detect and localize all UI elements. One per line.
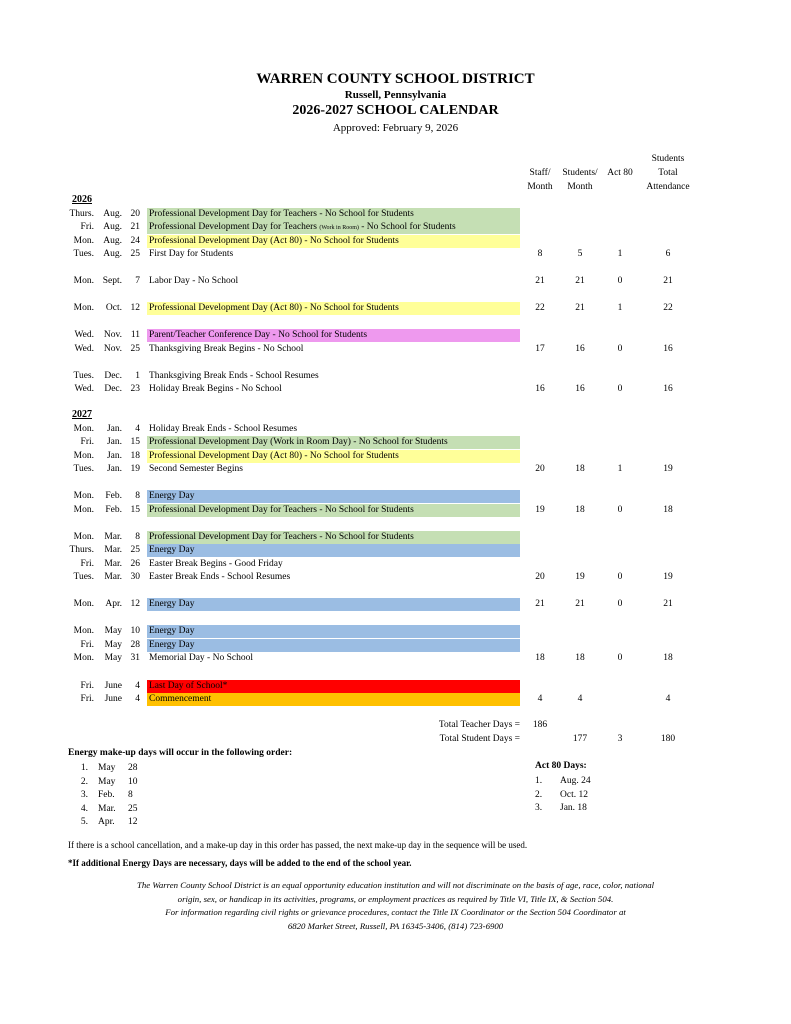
event-text: Professional Development Day for Teachers (149, 222, 317, 232)
staff-month-header: Staff/ Month (527, 168, 553, 192)
event-row (0, 423, 791, 436)
event-month: Jan. (106, 464, 122, 474)
event-weekday: Wed. (74, 330, 94, 340)
event-row (0, 531, 791, 544)
event-weekday: Tues. (73, 249, 94, 259)
event-day: 8 (135, 491, 140, 501)
approval-date: Approved: February 9, 2026 (332, 122, 459, 134)
student-days-value: 4 (577, 694, 583, 704)
event-weekday: Mon. (73, 303, 94, 313)
event-description (147, 531, 520, 544)
event-month: Oct. (105, 303, 122, 313)
event-month: Nov. (103, 330, 122, 340)
event-description (147, 680, 520, 693)
event-text: First Day for Students (149, 249, 234, 259)
event-row (0, 370, 791, 383)
staff-days-value: 19 (535, 505, 545, 515)
cancellation-note: If there is a school cancellation, and a make-up day in this order has passed, the next make-up day in the sequence will be used. (68, 840, 528, 850)
student-days-value: 16 (575, 384, 585, 394)
event-text: Professional Development Day (Act 80) - No School for Students (149, 303, 399, 313)
event-month: May (104, 640, 122, 650)
event-row (0, 208, 791, 221)
energy-day: 8 (128, 790, 133, 800)
footer-line-4: 6820 Market Street, Russell, PA 16345-3406, (814) 723-6900 (287, 920, 504, 931)
event-text: Energy Day (149, 626, 195, 636)
student-days-value: 5 (577, 249, 583, 259)
event-weekday: Fri. (80, 559, 94, 569)
act80-value: 1 (617, 464, 623, 474)
event-day: 12 (130, 303, 140, 313)
staff-days-value: 21 (535, 599, 545, 609)
event-description (147, 436, 520, 449)
energy-month: May (98, 763, 116, 773)
event-description (147, 329, 520, 342)
event-month: Mar. (104, 572, 122, 582)
act80-value: 0 (617, 276, 623, 286)
event-description (147, 275, 520, 288)
event-text: Last Day of School* (149, 681, 228, 691)
event-month: Jan. (106, 451, 122, 461)
event-day: 24 (130, 236, 140, 246)
act80-value: 0 (617, 653, 623, 663)
event-day: 25 (130, 545, 140, 555)
event-text: Professional Development Day (Work in Room Day) - No School for Students (149, 437, 448, 447)
footer-line-2: origin, sex, or handicap in its activities, programs, or employment practices as required by Title VI, Title IX, & Section 504. (177, 893, 614, 904)
total-student-days-label: Total Student Days = (439, 734, 520, 744)
energy-month: Feb. (98, 790, 115, 800)
event-row (0, 571, 791, 584)
event-text: Professional Development Day for Teachers - No School for Students (149, 505, 414, 515)
event-description (147, 490, 520, 503)
student-days-value: 21 (575, 303, 585, 313)
event-day: 4 (135, 681, 140, 691)
total-teacher-days-label: Total Teacher Days = (438, 720, 520, 730)
student-days-value: 21 (575, 599, 585, 609)
event-description (147, 544, 520, 557)
total-attendance-cell: 19 (663, 572, 673, 582)
event-month: Jan. (106, 437, 122, 447)
act80-value: 1 (617, 249, 623, 259)
footer-line-3: For information regarding civil rights or grievance procedures, contact the Title IX Coordinator or the Section 504 Coordinator at (165, 907, 626, 917)
total-attendance-cell: 21 (663, 599, 673, 609)
staff-days-value: 17 (535, 344, 545, 354)
footer-line-1: The Warren County School District is an equal opportunity education institution and will not discriminate on the basis of age, race, color, national (136, 880, 655, 890)
event-description (147, 383, 520, 396)
act80-value: 0 (617, 599, 623, 609)
energy-day: 10 (128, 776, 138, 787)
event-text: Professional Development Day for Teachers - No School for Students (149, 209, 414, 219)
event-weekday: Mon. (73, 491, 94, 501)
event-weekday: Tues. (73, 464, 94, 474)
event-row (0, 450, 791, 463)
act80-value: 0 (617, 505, 623, 515)
event-description (147, 558, 520, 571)
energy-month: Apr. (98, 817, 115, 827)
event-day: 4 (135, 694, 140, 704)
event-text: Professional Development Day (Act 80) - No School for Students (149, 451, 399, 461)
total-attendance-cell: 6 (665, 249, 671, 259)
event-row (0, 639, 791, 652)
act80-item-number: 3. (535, 803, 543, 813)
event-text: Holiday Break Begins - No School (149, 384, 282, 394)
event-text: Professional Development Day (Act 80) - No School for Students (149, 236, 399, 246)
event-description (147, 423, 520, 436)
event-description (147, 248, 520, 261)
year-2026-label: 2026 (72, 194, 92, 205)
energy-makeup-heading: Energy make-up days will occur in the following order: (68, 748, 293, 758)
student-days-value: 21 (575, 276, 585, 286)
event-description (147, 652, 520, 665)
event-text: Commencement (149, 694, 212, 704)
total-act80-value: 3 (617, 734, 623, 744)
event-row (0, 680, 791, 693)
event-weekday: Fri. (80, 437, 94, 447)
event-day: 19 (130, 464, 140, 474)
event-month: Aug. (103, 222, 122, 232)
event-description (147, 693, 520, 706)
event-text: Parent/Teacher Conference Day - No School for Students (149, 330, 368, 340)
event-day: 15 (130, 437, 140, 447)
event-row (0, 275, 791, 288)
event-description (147, 370, 520, 383)
total-attendance-cell: 18 (663, 505, 673, 515)
event-day: 8 (135, 532, 140, 542)
event-row (0, 463, 791, 476)
event-weekday: Tues. (73, 371, 94, 381)
staff-days-value: 8 (537, 249, 543, 259)
event-description (147, 504, 520, 517)
staff-days-value: 4 (537, 694, 543, 704)
event-day: 21 (130, 222, 140, 232)
event-text: Easter Break Ends - School Resumes (149, 572, 291, 582)
event-row (0, 248, 791, 261)
student-days-value: 18 (575, 505, 585, 515)
total-attendance-header: Students Total Attendance (646, 154, 690, 192)
event-weekday: Mon. (73, 653, 94, 663)
event-weekday: Fri. (80, 222, 94, 232)
act80-item-number: 2. (535, 789, 543, 800)
total-attendance-cell: 21 (663, 276, 673, 286)
event-weekday: Mon. (73, 451, 94, 461)
staff-days-value: 20 (535, 464, 545, 474)
event-weekday: Mon. (73, 532, 94, 542)
event-day: 11 (130, 330, 140, 340)
total-student-days-value: 177 (572, 734, 588, 744)
event-month: June (104, 694, 122, 704)
event-day: 28 (130, 640, 140, 650)
total-teacher-days-value: 186 (532, 720, 548, 730)
event-description (147, 450, 520, 463)
event-day: 30 (130, 572, 140, 582)
event-weekday: Wed. (74, 344, 94, 354)
event-day: 15 (130, 505, 140, 515)
event-weekday: Thurs. (69, 545, 94, 555)
event-month: Dec. (104, 371, 122, 381)
event-weekday: Fri. (80, 694, 94, 704)
event-row (0, 343, 791, 356)
energy-day: 25 (128, 803, 138, 814)
event-month: Jan. (106, 424, 122, 434)
staff-days-value: 16 (535, 384, 545, 394)
event-row (0, 235, 791, 248)
staff-days-value: 21 (535, 276, 545, 286)
student-days-value: 18 (575, 653, 585, 663)
calendar-title: 2026-2027 SCHOOL CALENDAR (292, 103, 499, 118)
event-description (147, 302, 520, 315)
event-weekday: Thurs. (69, 209, 94, 219)
event-text: Thanksgiving Break Begins - No School (149, 344, 304, 354)
total-attendance-cell: 16 (663, 344, 673, 354)
event-description (147, 639, 520, 652)
event-text: Labor Day - No School (149, 276, 239, 286)
event-weekday: Mon. (73, 626, 94, 636)
event-description (147, 571, 520, 584)
event-month: Mar. (104, 532, 122, 542)
year-2027-label: 2027 (72, 409, 92, 420)
event-row (0, 302, 791, 315)
total-attendance-cell: 22 (663, 303, 673, 313)
event-day: 1 (135, 371, 140, 381)
event-day: 20 (130, 209, 140, 219)
event-month: June (104, 681, 122, 691)
event-month: Sept. (102, 276, 122, 286)
event-row (0, 383, 791, 396)
event-description (147, 235, 520, 248)
event-day: 18 (130, 451, 140, 461)
event-weekday: Mon. (73, 276, 94, 286)
act80-item-date: Jan. 18 (560, 803, 587, 813)
event-weekday: Fri. (80, 681, 94, 691)
energy-month: Mar. (98, 803, 116, 814)
act80-item-number: 1. (535, 776, 543, 786)
event-text: Energy Day (149, 599, 195, 609)
total-attendance-cell: 19 (663, 464, 673, 474)
event-text: Thanksgiving Break Ends - School Resumes (149, 371, 319, 381)
event-row (0, 693, 791, 706)
event-row (0, 558, 791, 571)
event-description (147, 343, 520, 356)
event-row (0, 436, 791, 449)
act80-item-date: Aug. 24 (560, 776, 591, 786)
energy-month: May (98, 776, 116, 787)
event-description (147, 625, 520, 638)
event-note-small: (Work in Room) (319, 225, 359, 231)
event-day: 12 (130, 599, 140, 609)
event-weekday: Mon. (73, 505, 94, 515)
total-attendance-value: 180 (660, 734, 676, 744)
event-day: 4 (135, 424, 140, 434)
event-weekday: Wed. (74, 384, 94, 394)
event-month: Apr. (105, 599, 122, 609)
energy-order-number: 2. (80, 776, 88, 787)
event-day: 26 (130, 559, 140, 569)
event-weekday: Tues. (73, 572, 94, 582)
event-month: Feb. (105, 491, 122, 501)
event-day: 7 (135, 276, 140, 286)
event-text-suffix: - No School for Students (358, 222, 456, 232)
event-month: May (104, 626, 122, 636)
event-row (0, 598, 791, 611)
event-row (0, 544, 791, 557)
staff-days-value: 22 (535, 303, 545, 313)
event-description (147, 208, 520, 221)
event-description (147, 463, 520, 476)
energy-order-number: 4. (80, 803, 88, 814)
act80-value: 0 (617, 384, 623, 394)
total-attendance-cell: 18 (663, 653, 673, 663)
event-month: Aug. (103, 209, 122, 219)
energy-day: 28 (128, 763, 138, 773)
event-text: Easter Break Begins - Good Friday (149, 559, 283, 569)
event-text: Holiday Break Ends - School Resumes (149, 424, 298, 434)
event-text: Memorial Day - No School (149, 653, 253, 663)
event-weekday: Fri. (80, 640, 94, 650)
event-row (0, 221, 791, 234)
event-month: Feb. (105, 505, 122, 515)
act80-header: Act 80 (607, 168, 633, 178)
students-month-header: Students/ Month (562, 168, 598, 192)
event-day: 23 (130, 384, 140, 394)
event-month: Dec. (104, 384, 122, 394)
act80-item-date: Oct. 12 (560, 789, 588, 800)
event-text: Second Semester Begins (149, 464, 243, 474)
act80-value: 0 (617, 572, 623, 582)
district-title: WARREN COUNTY SCHOOL DISTRICT (256, 71, 535, 87)
event-text: Energy Day (149, 640, 195, 650)
event-month: Aug. (103, 236, 122, 246)
event-day: 25 (130, 249, 140, 259)
event-text: Energy Day (149, 545, 195, 555)
event-month: Nov. (103, 344, 122, 354)
energy-order-number: 5. (80, 817, 88, 827)
event-month: Mar. (104, 545, 122, 555)
student-days-value: 19 (575, 572, 585, 582)
act80-days-heading: Act 80 Days: (535, 761, 587, 771)
event-weekday: Mon. (73, 424, 94, 434)
event-row (0, 490, 791, 503)
energy-day: 12 (128, 817, 138, 827)
staff-days-value: 20 (535, 572, 545, 582)
event-row (0, 625, 791, 638)
event-row (0, 329, 791, 342)
event-description (147, 221, 520, 234)
student-days-value: 18 (575, 464, 585, 474)
additional-energy-note: *If additional Energy Days are necessary, days will be added to the end of the school year. (68, 858, 412, 868)
event-month: May (104, 653, 122, 663)
total-attendance-cell: 16 (663, 384, 673, 394)
student-days-value: 16 (575, 344, 585, 354)
staff-days-value: 18 (535, 653, 545, 663)
total-attendance-cell: 4 (665, 694, 671, 704)
event-day: 31 (130, 653, 140, 663)
event-text: Energy Day (149, 491, 195, 501)
energy-order-number: 1. (80, 763, 88, 773)
event-weekday: Mon. (73, 599, 94, 609)
event-month: Aug. (103, 249, 122, 259)
event-row (0, 652, 791, 665)
event-row (0, 504, 791, 517)
event-weekday: Mon. (73, 236, 94, 246)
act80-value: 1 (617, 303, 623, 313)
district-location: Russell, Pennsylvania (344, 89, 447, 101)
event-text: Professional Development Day for Teachers - No School for Students (149, 532, 414, 542)
act80-value: 0 (617, 344, 623, 354)
event-month: Mar. (104, 559, 122, 569)
event-description (147, 598, 520, 611)
energy-order-number: 3. (80, 790, 88, 800)
event-day: 25 (130, 344, 140, 354)
event-day: 10 (130, 626, 140, 636)
